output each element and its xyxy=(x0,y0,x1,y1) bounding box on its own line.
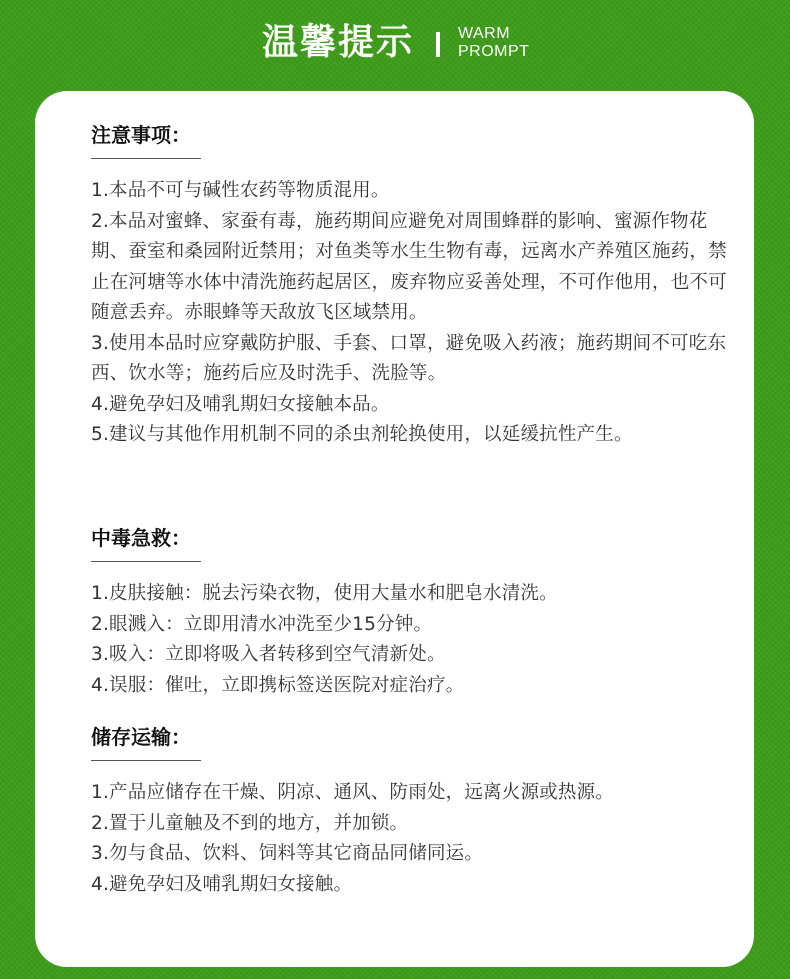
list-item: 3.使用本品时应穿戴防护服、手套、口罩，避免吸入药液；施药期间不可吃东西、饮水等；施药后应及时洗手、洗脸等。 xyxy=(91,332,727,384)
first-aid-list xyxy=(91,579,731,701)
header-banner xyxy=(0,0,790,92)
title-english-line1: WARM xyxy=(458,25,511,42)
list-item: 4.误服：催吐，立即携标签送医院对症治疗。 xyxy=(91,674,465,696)
section-storage-transport xyxy=(91,723,731,900)
title-english-line2: PROMPT xyxy=(458,43,530,60)
section-title-precautions: 注意事项： xyxy=(91,123,191,147)
list-item: 4.避免孕妇及哺乳期妇女接触。 xyxy=(91,873,353,895)
list-item: 3.吸入：立即将吸入者转移到空气清新处。 xyxy=(91,644,446,665)
list-item: 1.本品不可与碱性农药等物质混用。 xyxy=(91,180,390,201)
section-underline xyxy=(91,760,201,761)
content-card xyxy=(35,91,754,967)
storage-transport-list xyxy=(91,778,731,900)
list-item: 1.皮肤接触：脱去污染衣物，使用大量水和肥皂水清洗。 xyxy=(91,583,558,604)
section-precautions xyxy=(91,121,731,451)
list-item: 5.建议与其他作用机制不同的杀虫剂轮换使用，以延缓抗性产生。 xyxy=(91,424,633,445)
precautions-list xyxy=(91,176,731,451)
list-item: 3.勿与食品、饮料、饲料等其它商品同储同运。 xyxy=(91,843,484,864)
title-divider-bar xyxy=(436,32,440,57)
section-title-storage-transport: 储存运输： xyxy=(91,725,191,749)
section-underline xyxy=(91,561,201,562)
section-first-aid xyxy=(91,524,731,701)
section-underline xyxy=(91,158,201,159)
list-item: 1.产品应储存在干燥、阴凉、通风、防雨处，远离火源或热源。 xyxy=(91,782,614,803)
page-title-english xyxy=(458,25,529,61)
list-item: 2.置于儿童触及不到的地方，并加锁。 xyxy=(91,812,409,834)
list-item: 2.眼溅入：立即用清水冲洗至少15分钟。 xyxy=(91,613,433,635)
list-item: 4.避免孕妇及哺乳期妇女接触本品。 xyxy=(91,393,390,415)
list-item: 2.本品对蜜蜂、家蚕有毒，施药期间应避免对周围蜂群的影响、蜜源作物花期、蚕室和桑园附近禁用；对鱼类等水生生物有毒，远离水产养殖区施药，禁止在河塘等水体中清洗施药起居区，废弃物应妥善处理，不可作他用，也不可随意丢弃。赤眼蜂等天敌放飞区域禁用。 xyxy=(91,210,727,323)
page-title: 温馨提示 xyxy=(262,22,415,63)
section-title-first-aid: 中毒急救： xyxy=(91,526,191,550)
